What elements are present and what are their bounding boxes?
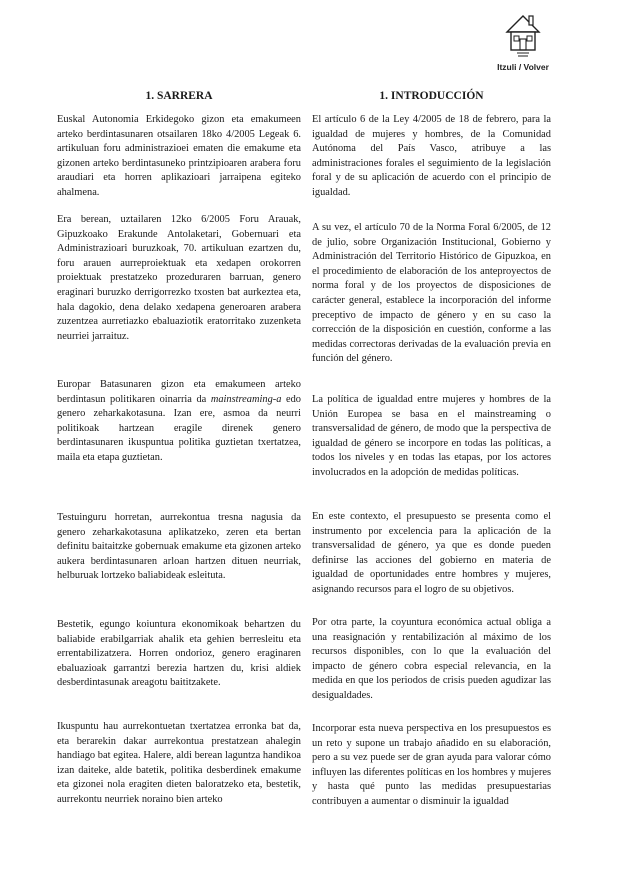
spanish-paragraph-6: Incorporar esta nueva perspectiva en los presupuestos es un reto y supone un trabajo añadido en su elaboración, pero a su vez puede ser de gran ayuda para valorar cómo influyen las diferentes políticas en los hombres y mujeres y hasta qué punto las medidas presupuestarias contribuyen a aumentar o disminuir la igualdad bbox=[312, 723, 551, 807]
mainstreaming-term: mainstreaming-a bbox=[210, 393, 282, 405]
basque-paragraph-4: Testuinguru horretan, aurrekontua tresna nagusia da genero zeharkakotasuna aplikatzeko, zeren eta bertan definitu baitaitzke gobernuak emakume eta gizonen arteko aukera berdintasunaren arloan hartzen dituen neurriak, helburuak lortzeko baliabideak esleituta. bbox=[57, 512, 301, 582]
section-heading-basque: 1. SARRERA bbox=[145, 90, 213, 102]
basque-paragraph-3 bbox=[57, 378, 301, 466]
basque-paragraph-2: Era berean, uztailaren 12ko 6/2005 Foru Arauak, Gipuzkoako Erakunde Antolaketari, Gobernuari eta Administrazioari buruzkoak, 70. artikuluan ezartzen du, foru arauen aurreproiektuak eta xedapen orokorren proiektuak prestatzeko prozeduraren barruan, genero eraginari buruzko derrigorrezko txosten bat aurkeztea eta, hala dagokio, dena delako xedapena generoaren arabera zuzentzea aurretiazko ebaluaziotik eratorritako zuzenketa neurriei jarraituz. bbox=[57, 214, 301, 342]
spanish-paragraph-1: El artículo 6 de la Ley 4/2005 de 18 de febrero, para la igualdad de mujeres y hombres, de la Comunidad Autónoma del País Vasco, atribuye a las administraciones forales el seguimiento de la legislación foral y de su aplicación de acuerdo con el principio de igualdad. bbox=[312, 114, 551, 198]
basque-paragraph-1: Euskal Autonomia Erkidegoko gizon eta emakumeen arteko berdintasunaren otsailaren 18ko 4/2005 Legeak 6. artikuluan foru administrazioei ematen die emakume eta gizonen arteko berdintasuneko printzipioaren arabera foru araudiari eta horren aplikazioari jarraipena egiteko ahalmena. bbox=[57, 114, 301, 198]
basque-paragraph-5: Bestetik, egungo koiuntura ekonomikoak behartzen du baliabide erabilgarriak ahalik eta gehien berresleitu eta errentabilizatzera. Horren ondorioz, genero eraginaren ebaluazioak garrantzi berezia hartzen du, krisi aldiek desberdintasunak areagotu baititzakete. bbox=[57, 619, 301, 689]
basque-paragraph-3-start: Europar Batasunaren gizon eta emakumeen arteko berdintasun politikaren oinarria da bbox=[57, 379, 301, 405]
spanish-paragraph-3: La política de igualdad entre mujeres y hombres de la Unión Europea se basa en el mainstreaming o transversalidad de género, de modo que la perspectiva de igualdad de género se incorpore en todas las políticas, a todos los niveles y en todas las etapas, por los actores involucrados en la adopción de medidas políticas. bbox=[312, 394, 551, 478]
spanish-paragraph-2: A su vez, el artículo 70 de la Norma Foral 6/2005, de 12 de julio, sobre Organización Institucional, Gobierno y Administración del Territorio Histórico de Gipuzkoa, en el procedimiento de elaboración de los anteproyectos de norma foral y de los proyectos de disposiciones de carácter general, establece la incorporación del informe preceptivo de impacto de género y en su caso la corrección de la disposición en cuestión, conforme a las medidas correctoras derivadas de la evaluación previa en función del género. bbox=[312, 222, 551, 365]
house-icon bbox=[504, 12, 542, 60]
basque-paragraph-6: Ikuspuntu hau aurrekontuetan txertatzea erronka bat da, eta berarekin dakar aurrekontua prestatzean ahalegin handiago bat egitea. Halere, aldi berean laguntza handikoa izan daiteke, alde batetik, politika desberdinek emakume eta gizonei nola eragiten dieten baloratzeko eta, bestetik, aurrekontu neurriek noraino bien arteko bbox=[57, 721, 301, 805]
home-link[interactable] bbox=[493, 12, 553, 76]
section-heading-spanish: 1. INTRODUCCIÓN bbox=[379, 90, 484, 102]
spanish-paragraph-4: En este contexto, el presupuesto se presenta como el instrumento por excelencia para la aplicación de la transversalidad de género, ya que es donde pueden definirse las acciones del gobierno en materia de igualdad de oportunidades entre hombres y mujeres, asignando recursos para el logro de su objetivos. bbox=[312, 511, 551, 595]
basque-paragraph-3-end: edo genero zeharkakotasuna. Izan ere, asmoa da neurri politikoak hartzean eragile direnek genero berdintasunaren ikuspuntua politika guztietan txertatzea, maila eta etapa guztietan. bbox=[57, 393, 301, 463]
home-label: Itzuli / Volver bbox=[497, 62, 549, 72]
spanish-paragraph-5: Por otra parte, la coyuntura económica actual obliga a una reasignación y rentabilización al máximo de los recursos disponibles, con lo que la evaluación del impacto de género cobra especial relevancia, en la medida en que los periodos de crisis pueden agudizar las desigualdades. bbox=[312, 617, 551, 701]
